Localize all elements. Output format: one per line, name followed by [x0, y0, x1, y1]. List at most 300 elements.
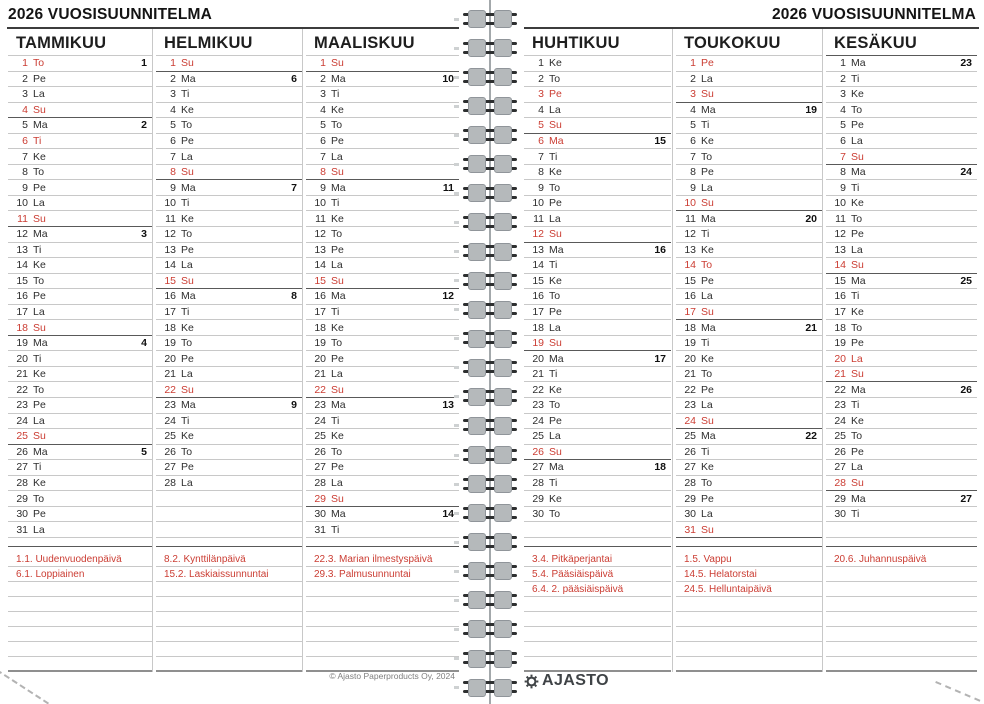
day-number: 19	[532, 337, 544, 350]
weekday-label: To	[181, 119, 193, 132]
holiday-label: 5.4. Pääsiäispäivä	[532, 569, 614, 580]
day-row	[156, 118, 302, 134]
weekday-label: Ma	[701, 430, 716, 443]
day-number: 17	[16, 306, 28, 319]
weekday-label: Su	[851, 259, 864, 272]
holiday-row	[8, 657, 152, 672]
weekday-label: Ma	[33, 119, 48, 132]
day-row	[8, 476, 152, 492]
day-number: 19	[164, 337, 176, 350]
day-number: 31	[16, 523, 28, 536]
binding-loop	[463, 241, 517, 263]
weekday-label: Ma	[331, 508, 346, 521]
day-row	[676, 382, 822, 398]
holiday-label: 1.5. Vappu	[684, 554, 732, 565]
empty-row	[826, 538, 977, 547]
holiday-row	[676, 582, 822, 597]
holiday-row	[826, 642, 977, 657]
month-title: MAALISKUU	[306, 30, 459, 56]
day-row	[524, 289, 671, 305]
day-row	[8, 382, 152, 398]
weekday-label: Ma	[331, 181, 346, 194]
binding-pad	[468, 504, 486, 522]
day-row	[524, 196, 671, 212]
day-number: 28	[164, 477, 176, 490]
day-number: 1	[538, 57, 544, 70]
binding-loop	[463, 560, 517, 582]
week-number: 23	[960, 57, 972, 70]
binding-pad	[494, 184, 512, 202]
day-row	[156, 211, 302, 227]
binding-pad	[494, 10, 512, 28]
binding-pad	[468, 679, 486, 697]
binding-pad	[468, 39, 486, 57]
binding-pad	[468, 417, 486, 435]
day-row	[826, 289, 977, 305]
day-number: 8	[320, 166, 326, 179]
day-number: 22	[532, 383, 544, 396]
day-row	[8, 180, 152, 196]
day-row	[156, 196, 302, 212]
binding-pad	[468, 68, 486, 86]
binding-pad	[494, 591, 512, 609]
day-number: 14	[834, 259, 846, 272]
day-number: 21	[16, 368, 28, 381]
weekday-label: Pe	[181, 243, 194, 256]
day-row	[826, 507, 977, 523]
day-row	[306, 134, 459, 150]
weekday-label: Su	[33, 103, 46, 116]
binding-loop	[463, 270, 517, 292]
week-number: 5	[141, 445, 147, 458]
weekday-label: Ma	[851, 57, 866, 70]
holiday-row	[306, 597, 459, 612]
page-edge-tick	[454, 424, 459, 427]
week-number: 19	[805, 103, 817, 116]
day-row	[524, 382, 671, 398]
holiday-row	[826, 547, 977, 567]
day-number: 30	[16, 508, 28, 521]
weekday-label: To	[33, 383, 45, 396]
binding-pad	[468, 97, 486, 115]
day-number: 6	[538, 135, 544, 147]
day-row	[306, 165, 459, 181]
gear-icon	[524, 674, 539, 689]
weekday-label: La	[851, 352, 863, 365]
day-row	[156, 103, 302, 119]
weekday-label: Pe	[33, 181, 46, 194]
day-number: 6	[690, 135, 696, 147]
weekday-label: La	[701, 72, 713, 85]
weekday-label: Su	[33, 430, 46, 443]
month-column	[306, 30, 459, 672]
weekday-label: Su	[33, 321, 46, 334]
holiday-label: 3.4. Pitkäperjantai	[532, 554, 613, 565]
weekday-label: Su	[851, 477, 864, 490]
weekday-label: Ma	[181, 399, 196, 412]
holiday-label: 20.6. Juhannuspäivä	[834, 554, 927, 565]
day-number: 24	[532, 414, 544, 427]
weekday-label: Ti	[33, 135, 42, 147]
day-row	[826, 196, 977, 212]
weekday-label: La	[181, 368, 193, 381]
holiday-section	[524, 547, 671, 672]
day-row	[826, 87, 977, 103]
page-edge-tick	[454, 279, 459, 282]
day-number: 20	[16, 352, 28, 365]
day-row	[676, 196, 822, 212]
day-row	[306, 227, 459, 243]
binding-pad	[494, 243, 512, 261]
day-row	[676, 445, 822, 461]
page-edge-tick	[454, 454, 459, 457]
weekday-label: To	[549, 399, 561, 412]
day-number: 26	[314, 445, 326, 458]
day-row	[676, 336, 822, 352]
weekday-label: Ke	[549, 274, 562, 287]
day-row	[826, 134, 977, 150]
day-row	[676, 56, 822, 72]
day-number: 26	[164, 445, 176, 458]
day-row	[156, 367, 302, 383]
weekday-label: Su	[181, 166, 194, 179]
day-number: 9	[170, 181, 176, 194]
weekday-label: La	[549, 103, 561, 116]
day-number: 29	[314, 492, 326, 505]
weekday-label: To	[549, 181, 561, 194]
holiday-section	[8, 547, 152, 672]
day-number: 4	[690, 103, 696, 116]
day-row	[306, 491, 459, 507]
day-number: 13	[16, 243, 28, 256]
day-row	[524, 274, 671, 290]
holiday-row	[524, 657, 671, 672]
day-number: 19	[834, 337, 846, 350]
day-grid	[306, 56, 459, 547]
page-edge-tick	[454, 628, 459, 631]
day-row	[8, 507, 152, 523]
day-number: 1	[320, 57, 326, 70]
weekday-label: Su	[331, 383, 344, 396]
day-row	[156, 305, 302, 321]
page-edge-tick	[454, 541, 459, 544]
weekday-label: Ke	[701, 352, 714, 365]
day-number: 14	[314, 259, 326, 272]
day-row	[8, 351, 152, 367]
weekday-label: Su	[331, 166, 344, 179]
holiday-label: 6.1. Loppiainen	[16, 569, 85, 580]
day-number: 18	[532, 321, 544, 334]
day-number: 10	[314, 197, 326, 210]
week-number: 20	[805, 212, 817, 225]
binding-pad	[468, 155, 486, 173]
day-row	[524, 258, 671, 274]
day-row	[8, 289, 152, 305]
day-row	[156, 382, 302, 398]
binding-loop	[463, 386, 517, 408]
day-row	[826, 305, 977, 321]
day-number: 7	[840, 150, 846, 163]
weekday-label: To	[701, 368, 713, 381]
day-number: 5	[538, 119, 544, 132]
binding-pad	[494, 126, 512, 144]
day-number: 27	[834, 461, 846, 474]
day-row	[156, 243, 302, 259]
day-row	[826, 476, 977, 492]
weekday-label: To	[181, 445, 193, 458]
weekday-label: Ti	[701, 119, 710, 132]
day-number: 30	[834, 508, 846, 521]
weekday-label: Ke	[331, 103, 344, 116]
day-row	[826, 445, 977, 461]
holiday-row	[8, 597, 152, 612]
weekday-label: To	[851, 212, 863, 225]
holiday-row	[156, 597, 302, 612]
day-number: 22	[16, 383, 28, 396]
day-number: 3	[170, 88, 176, 101]
weekday-label: Ma	[33, 228, 48, 241]
day-row	[524, 56, 671, 72]
weekday-label: Ma	[181, 72, 196, 85]
binding-loop	[463, 444, 517, 466]
empty-row	[156, 507, 302, 523]
binding-loop	[463, 8, 517, 30]
weekday-label: Ma	[181, 181, 196, 194]
day-number: 5	[320, 119, 326, 132]
weekday-label: Su	[181, 383, 194, 396]
day-number: 11	[315, 212, 326, 225]
brand-name: AJASTO	[542, 672, 610, 689]
day-row	[676, 227, 822, 243]
weekday-label: Ti	[331, 414, 340, 427]
day-row	[306, 336, 459, 352]
holiday-row	[676, 612, 822, 627]
day-row	[676, 398, 822, 414]
day-row	[156, 258, 302, 274]
day-number: 5	[840, 119, 846, 132]
day-row	[306, 445, 459, 461]
day-number: 26	[834, 445, 846, 458]
weekday-label: To	[331, 228, 343, 241]
day-row	[306, 258, 459, 274]
day-number: 17	[314, 306, 326, 319]
day-number: 5	[690, 119, 696, 132]
holiday-row	[524, 547, 671, 567]
binding-loop	[463, 182, 517, 204]
binding-pad	[494, 679, 512, 697]
day-number: 20	[314, 352, 326, 365]
binding-pad	[494, 620, 512, 638]
weekday-label: Ma	[851, 274, 866, 287]
weekday-label: La	[331, 477, 343, 490]
day-number: 12	[16, 228, 28, 241]
day-number: 23	[834, 399, 846, 412]
weekday-label: Pe	[33, 290, 46, 303]
binding-pad	[468, 620, 486, 638]
binding-pad	[468, 243, 486, 261]
holiday-label: 22.3. Marian ilmestyspäivä	[314, 554, 433, 565]
week-number: 7	[291, 181, 297, 194]
day-number: 14	[684, 259, 696, 272]
day-grid	[676, 56, 822, 547]
weekday-label: Ti	[701, 228, 710, 241]
day-row	[826, 398, 977, 414]
weekday-label: Su	[701, 523, 714, 536]
day-number: 25	[164, 430, 176, 443]
day-row	[524, 149, 671, 165]
day-number: 25	[684, 430, 696, 443]
page-edge-tick	[454, 163, 459, 166]
binding-pad	[468, 272, 486, 290]
day-row	[676, 351, 822, 367]
day-row	[826, 211, 977, 227]
holiday-row	[524, 612, 671, 627]
day-number: 9	[320, 181, 326, 194]
holiday-section	[306, 547, 459, 672]
binding-pad	[494, 39, 512, 57]
day-row	[524, 414, 671, 430]
weekday-label: Su	[331, 57, 344, 70]
day-row	[306, 305, 459, 321]
weekday-label: Ke	[851, 88, 864, 101]
column-divider	[822, 29, 823, 672]
day-row	[826, 118, 977, 134]
day-number: 1	[840, 57, 846, 70]
day-number: 11	[17, 212, 28, 225]
page-edge-tick	[454, 221, 459, 224]
weekday-label: Ke	[851, 414, 864, 427]
week-number: 4	[141, 337, 147, 350]
day-number: 13	[684, 243, 696, 256]
column-divider	[672, 29, 673, 672]
day-row	[676, 118, 822, 134]
day-number: 11	[533, 212, 544, 225]
day-number: 8	[538, 166, 544, 179]
day-row	[524, 507, 671, 523]
weekday-label: Ma	[701, 103, 716, 116]
weekday-label: Ke	[181, 212, 194, 225]
day-number: 21	[314, 368, 326, 381]
holiday-row	[8, 627, 152, 642]
day-number: 15	[314, 274, 326, 287]
day-row	[8, 134, 152, 150]
day-row	[156, 289, 302, 305]
day-number: 21	[164, 368, 176, 381]
holiday-row	[156, 642, 302, 657]
binding-pad	[468, 475, 486, 493]
binding-pad	[494, 504, 512, 522]
day-number: 3	[22, 88, 28, 101]
weekday-label: La	[549, 212, 561, 225]
day-row	[306, 149, 459, 165]
month-column	[826, 30, 977, 672]
day-number: 9	[538, 181, 544, 194]
weekday-label: Ke	[851, 306, 864, 319]
day-row	[524, 243, 671, 259]
weekday-label: La	[701, 399, 713, 412]
day-row	[826, 320, 977, 336]
holiday-row	[156, 612, 302, 627]
holiday-row	[156, 567, 302, 582]
binding-loop	[463, 37, 517, 59]
holiday-row	[676, 597, 822, 612]
weekday-label: La	[331, 150, 343, 163]
weekday-label: La	[181, 477, 193, 490]
binding-pad	[468, 10, 486, 28]
month-title: KESÄKUU	[826, 30, 977, 56]
holiday-row	[156, 657, 302, 672]
day-row	[8, 118, 152, 134]
weekday-label: La	[851, 243, 863, 256]
day-row	[524, 460, 671, 476]
empty-row	[156, 538, 302, 547]
holiday-label: 15.2. Laskiaissunnuntai	[164, 569, 269, 580]
binding-loop	[463, 589, 517, 611]
day-number: 4	[538, 103, 544, 116]
day-row	[8, 149, 152, 165]
weekday-label: Pe	[549, 88, 562, 101]
day-number: 2	[538, 72, 544, 85]
weekday-label: Ma	[181, 290, 196, 303]
day-row	[8, 398, 152, 414]
binding-pad	[494, 475, 512, 493]
day-number: 7	[538, 150, 544, 163]
weekday-label: To	[851, 103, 863, 116]
day-number: 15	[532, 274, 544, 287]
day-number: 29	[684, 492, 696, 505]
day-row	[676, 243, 822, 259]
page-title-left: 2026 VUOSISUUNNITELMA	[8, 6, 213, 23]
day-row	[306, 103, 459, 119]
page-title-right: 2026 VUOSISUUNNITELMA	[771, 6, 976, 23]
day-number: 28	[684, 477, 696, 490]
day-number: 13	[834, 243, 846, 256]
weekday-label: La	[701, 508, 713, 521]
day-row	[826, 180, 977, 196]
weekday-label: Pe	[851, 445, 864, 458]
day-row	[826, 414, 977, 430]
ajasto-logo	[524, 672, 609, 690]
day-number: 29	[16, 492, 28, 505]
day-number: 17	[834, 306, 846, 319]
day-row	[306, 289, 459, 305]
day-row	[306, 196, 459, 212]
day-row	[306, 243, 459, 259]
binding-pad	[468, 213, 486, 231]
weekday-label: Su	[549, 445, 562, 458]
day-row	[156, 445, 302, 461]
weekday-label: Pe	[549, 306, 562, 319]
day-number: 4	[320, 103, 326, 116]
holiday-row	[676, 547, 822, 567]
day-number: 30	[314, 508, 326, 521]
weekday-label: Ti	[33, 461, 42, 474]
day-row	[826, 429, 977, 445]
day-row	[8, 414, 152, 430]
holiday-label: 14.5. Helatorstai	[684, 569, 757, 580]
day-row	[156, 180, 302, 196]
weekday-label: La	[331, 259, 343, 272]
page-edge-tick	[454, 512, 459, 515]
day-row	[676, 87, 822, 103]
binding-pad	[468, 446, 486, 464]
holiday-row	[524, 582, 671, 597]
day-row	[676, 491, 822, 507]
weekday-label: Ma	[33, 445, 48, 458]
day-grid	[524, 56, 671, 547]
weekday-label: Ke	[33, 368, 46, 381]
weekday-label: Ti	[851, 290, 860, 303]
